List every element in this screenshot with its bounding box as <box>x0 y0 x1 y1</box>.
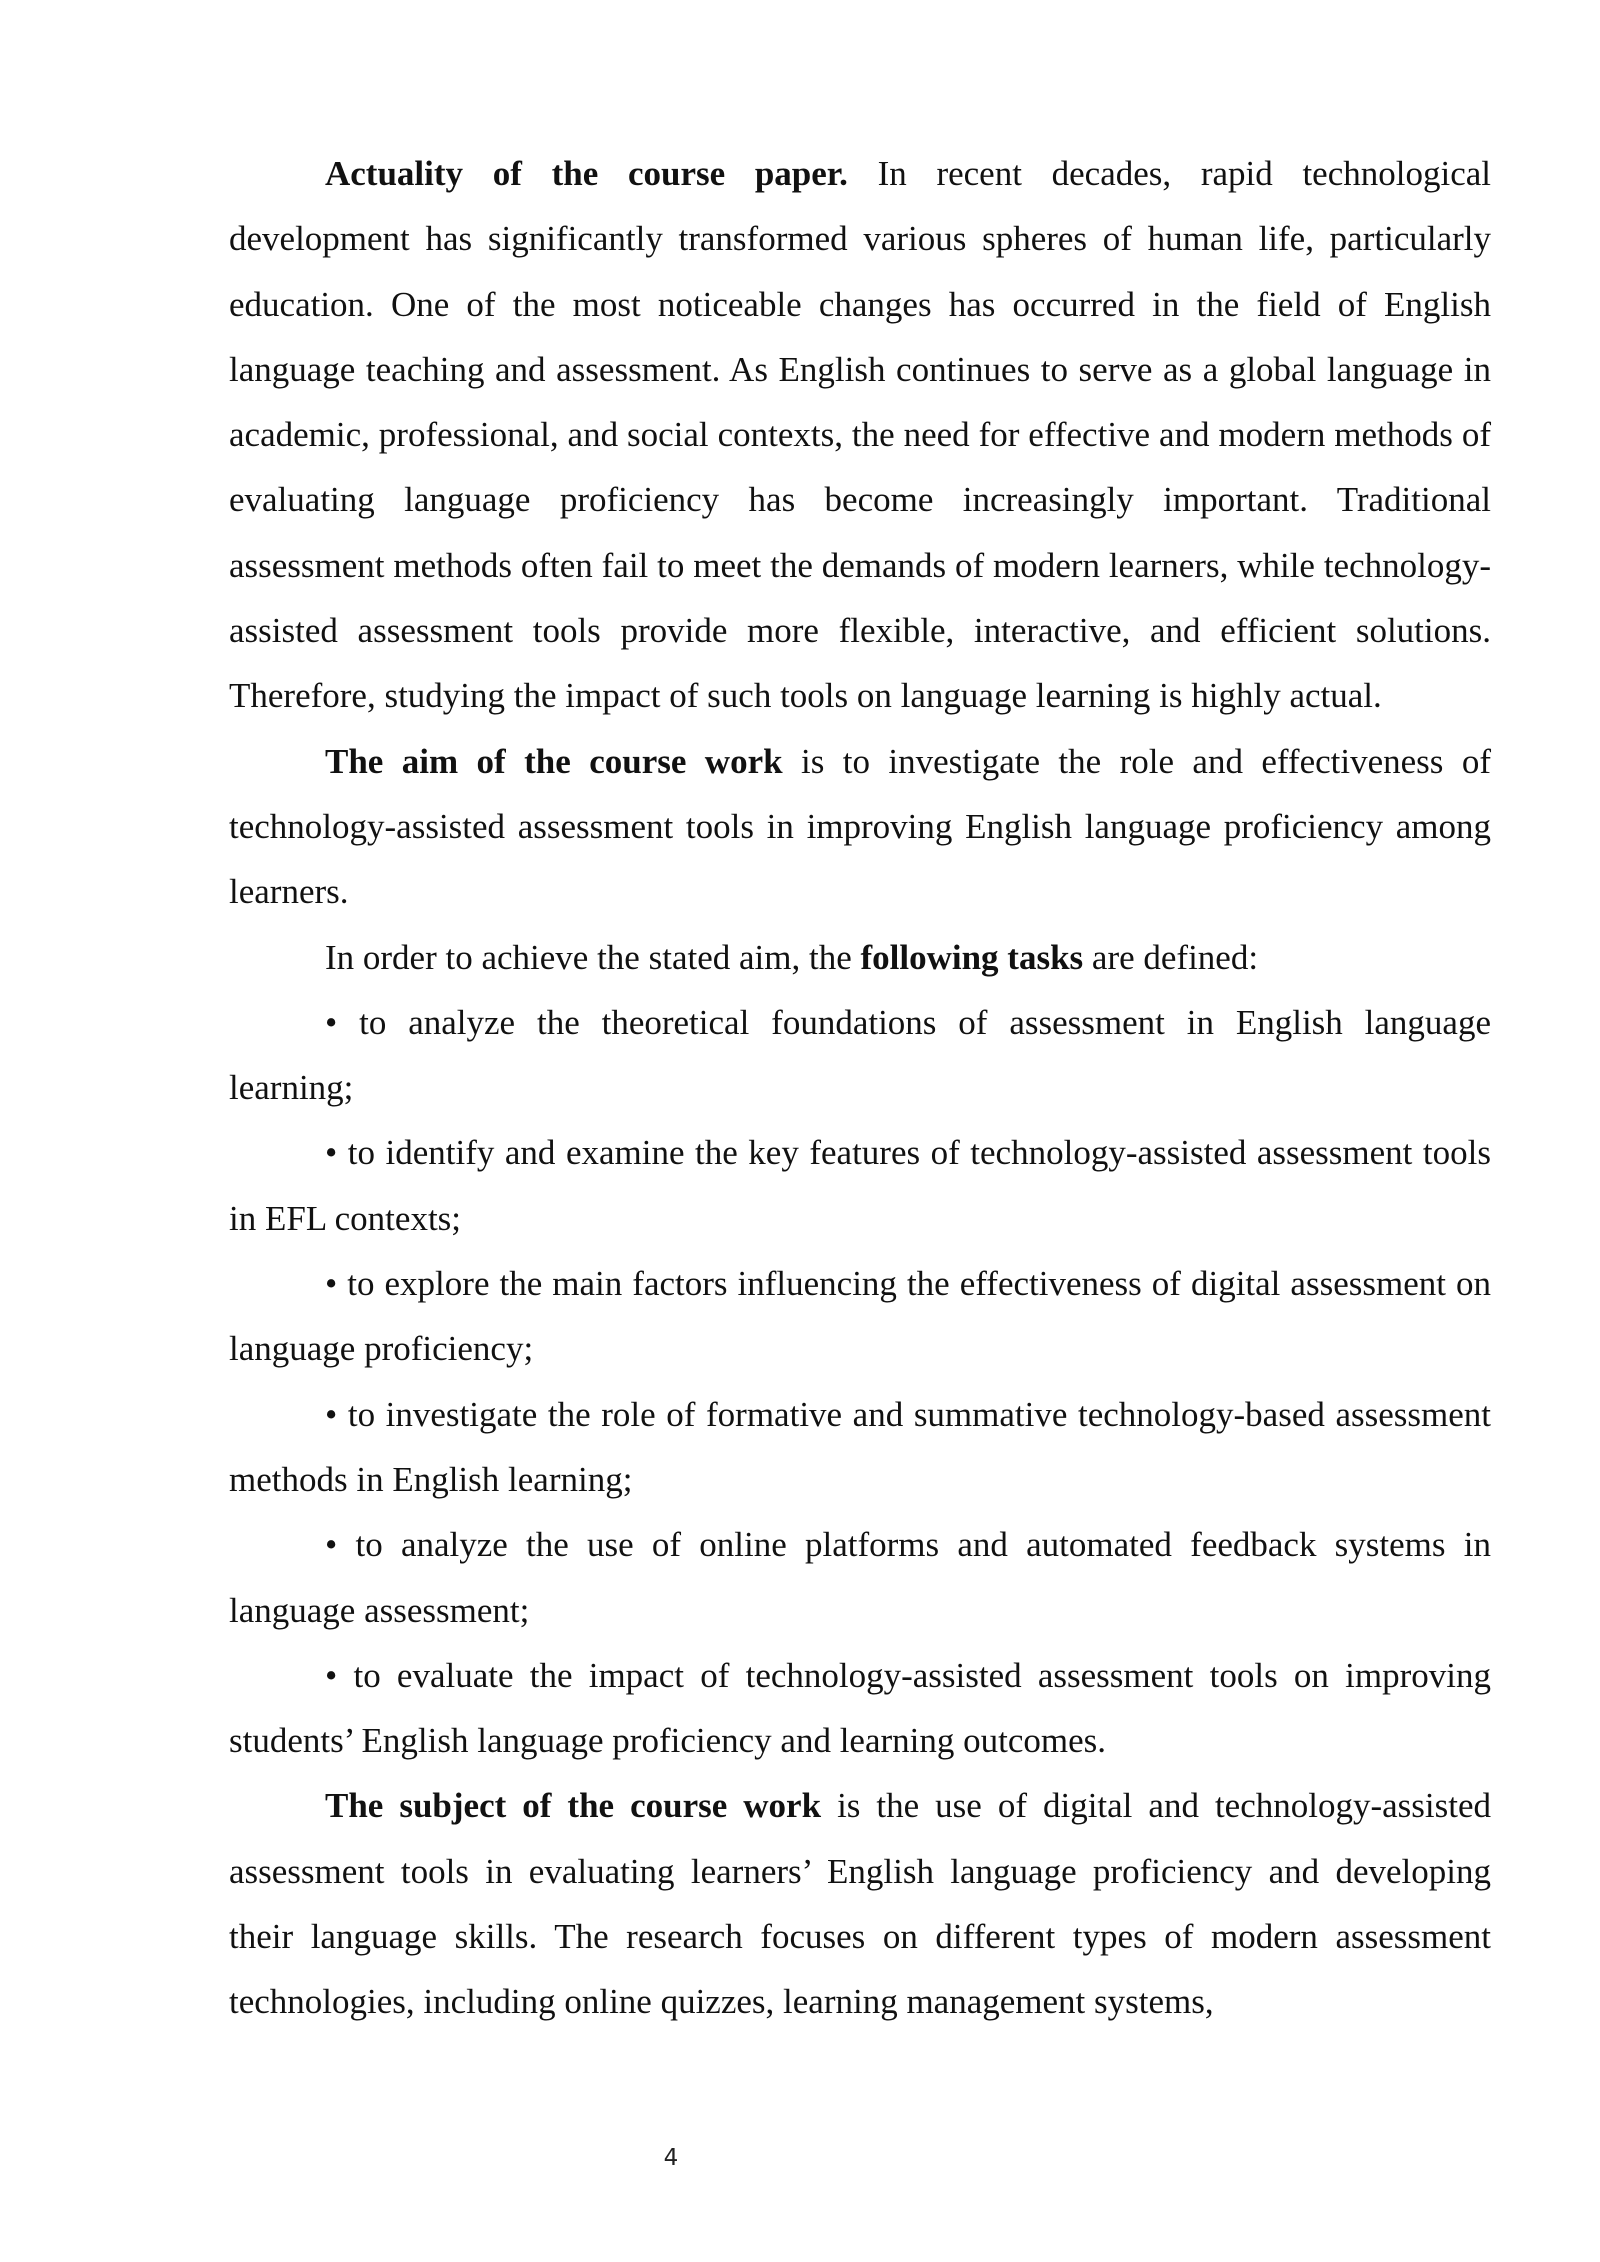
tasks-intro-paragraph <box>229 925 1491 990</box>
task-item: • to analyze the theoretical foundations of assessment in English language learning; <box>229 1002 1491 1108</box>
aim-text: is to investigate the role and effectiveness of technology-assisted assessment tools in improving English language proficiency among learners. <box>229 741 1491 912</box>
task-item: • to identify and examine the key features of technology-assisted assessment tools in EFL contexts; <box>229 1133 1491 1238</box>
actuality-paragraph <box>229 141 1491 729</box>
subject-text: is the use of digital and technology-assisted assessment tools in evaluating learners’ English language proficiency and developing their language skills. The research focuses on different types of modern assessment technologies, including online quizzes, learning management systems, <box>229 1786 1491 2022</box>
page-body <box>229 141 1491 2035</box>
tasks-heading: following tasks <box>860 937 1084 977</box>
aim-paragraph <box>229 729 1491 925</box>
subject-heading: The subject of the course work <box>325 1786 822 1826</box>
task-item: • to explore the main factors influencing the effectiveness of digital assessment on language proficiency; <box>229 1264 1491 1369</box>
tasks-intro-post: are defined: <box>1083 937 1259 977</box>
actuality-heading: Actuality of the course paper. <box>325 154 848 193</box>
tasks-intro-pre: In order to achieve the stated aim, the <box>325 937 861 977</box>
task-item: • to evaluate the impact of technology-assisted assessment tools on improving students’ English language proficiency and learning outcomes. <box>229 1655 1491 1761</box>
task-item: • to investigate the role of formative and summative technology-based assessment methods in English learning; <box>229 1394 1491 1499</box>
page-number: 4 <box>663 2145 679 2171</box>
actuality-text: In recent decades, rapid technological development has significantly transformed various spheres of human life, particularly education. One of the most noticeable changes has occurred in the field of English language teaching and assessment. As English continues to serve as a global language in academic, professional, and social contexts, the need for effective and modern methods of evaluating language proficiency has become increasingly important. Traditional assessment methods often fail to meet the demands of modern learners, while technology-assisted assessment tools provide more flexible, interactive, and efficient solutions. Therefore, studying the impact of such tools on language learning is highly actual. <box>229 154 1491 716</box>
task-item: • to analyze the use of online platforms and automated feedback systems in language assessment; <box>229 1525 1491 1630</box>
aim-heading: The aim of the course work <box>325 741 783 781</box>
subject-paragraph <box>229 1773 1491 2034</box>
